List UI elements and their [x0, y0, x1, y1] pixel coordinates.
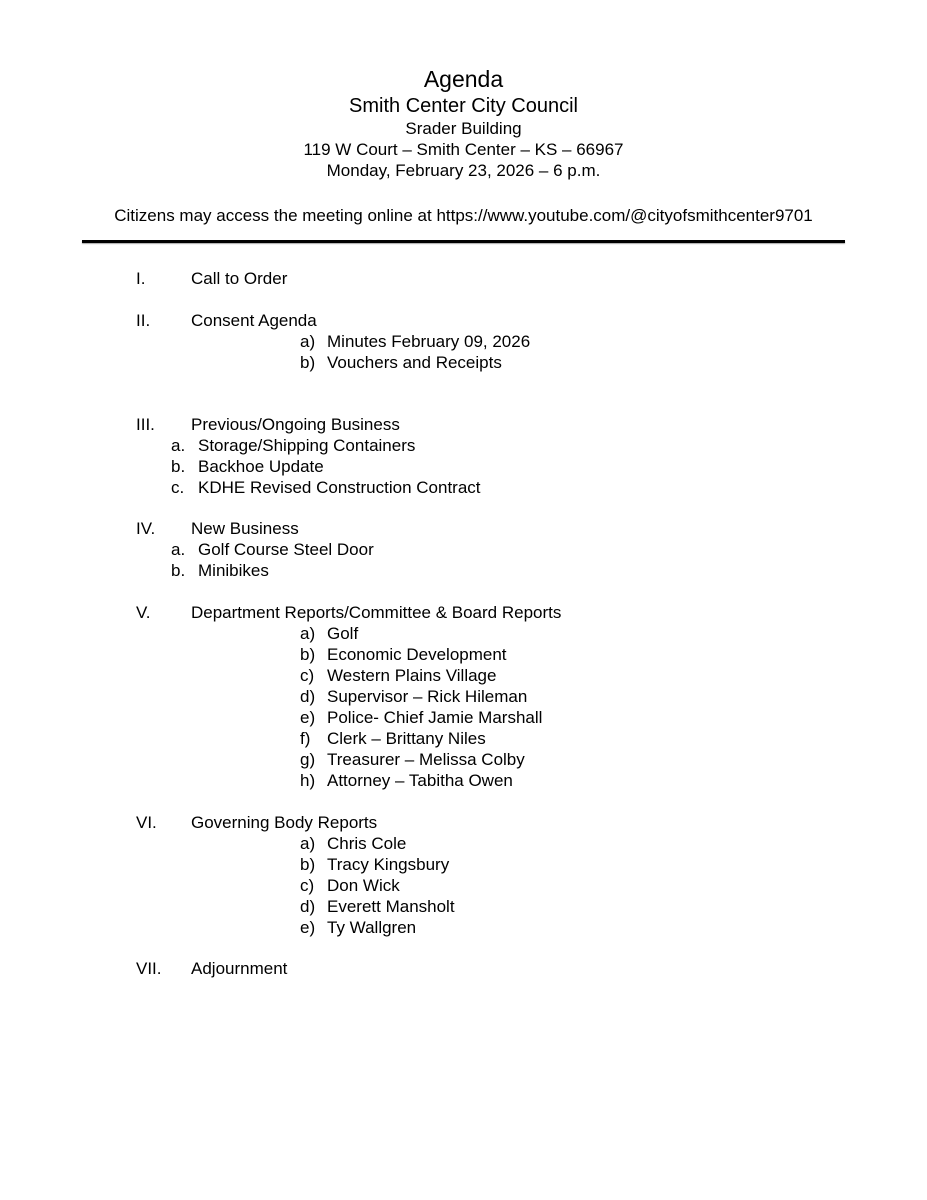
agenda-item [0, 456, 927, 477]
item-text: Golf [327, 624, 359, 643]
agenda-section [0, 268, 927, 289]
agenda-item [0, 686, 927, 707]
item-label: d) [300, 687, 316, 706]
agenda-item [0, 477, 927, 498]
item-text: Clerk – Brittany Niles [327, 729, 486, 748]
item-label: c) [300, 876, 315, 895]
item-label: a) [300, 834, 316, 853]
meeting-building: Srader Building [405, 119, 522, 138]
section-numeral: III. [136, 415, 155, 434]
item-label: d) [300, 897, 316, 916]
agenda-section [0, 602, 927, 623]
agenda-item [0, 875, 927, 896]
item-text: Ty Wallgren [327, 918, 417, 937]
section-title: Consent Agenda [191, 311, 317, 330]
meeting-datetime: Monday, February 23, 2026 – 6 p.m. [326, 161, 601, 180]
item-text: Minutes February 09, 2026 [327, 332, 531, 351]
item-text: Economic Development [327, 645, 507, 664]
item-label: b) [300, 645, 316, 664]
section-numeral: VII. [136, 959, 162, 978]
section-numeral: V. [136, 603, 151, 622]
section-title: Adjournment [191, 959, 288, 978]
item-text: Attorney – Tabitha Owen [327, 771, 513, 790]
item-text: Golf Course Steel Door [198, 540, 374, 559]
agenda-item [0, 728, 927, 749]
item-text: Chris Cole [327, 834, 407, 853]
item-text: Supervisor – Rick Hileman [327, 687, 528, 706]
section-numeral: I. [136, 269, 146, 288]
agenda-item [0, 539, 927, 560]
agenda-item [0, 331, 927, 352]
agenda-item [0, 435, 927, 456]
item-text: Minibikes [198, 561, 269, 580]
agenda-item [0, 854, 927, 875]
item-text: Western Plains Village [327, 666, 497, 685]
agenda-section [0, 958, 927, 979]
item-text: Vouchers and Receipts [327, 353, 502, 372]
item-text: Tracy Kingsbury [327, 855, 450, 874]
item-label: a. [171, 436, 186, 455]
organization-name: Smith Center City Council [349, 95, 578, 117]
agenda-item [0, 896, 927, 917]
item-label: e) [300, 918, 316, 937]
agenda-section [0, 414, 927, 435]
item-label: b. [171, 457, 186, 476]
section-title: Previous/Ongoing Business [191, 415, 400, 434]
agenda-item [0, 707, 927, 728]
agenda-item [0, 749, 927, 770]
item-text: Storage/Shipping Containers [198, 436, 416, 455]
online-access-notice: Citizens may access the meeting online at https://www.youtube.com/@cityofsmithcenter9701 [114, 206, 813, 225]
section-title: Governing Body Reports [191, 813, 378, 832]
section-title: Department Reports/Committee & Board Reports [191, 603, 562, 622]
item-label: a) [300, 332, 316, 351]
item-label: c) [300, 666, 315, 685]
section-title: New Business [191, 519, 299, 538]
agenda-item [0, 665, 927, 686]
item-label: a. [171, 540, 186, 559]
agenda-item [0, 623, 927, 644]
item-text: Everett Mansholt [327, 897, 455, 916]
item-label: e) [300, 708, 316, 727]
item-label: b) [300, 353, 316, 372]
agenda-item [0, 770, 927, 791]
item-label: c. [171, 478, 185, 497]
item-text: Don Wick [327, 876, 400, 895]
item-text: KDHE Revised Construction Contract [198, 478, 481, 497]
item-label: b. [171, 561, 186, 580]
agenda-item [0, 917, 927, 938]
item-label: g) [300, 750, 316, 769]
agenda-section [0, 518, 927, 539]
section-numeral: IV. [136, 519, 156, 538]
item-text: Treasurer – Melissa Colby [327, 750, 525, 769]
agenda-section [0, 812, 927, 833]
agenda-section [0, 310, 927, 331]
section-numeral: VI. [136, 813, 157, 832]
item-label: b) [300, 855, 316, 874]
agenda-item [0, 833, 927, 854]
item-label: f) [300, 729, 311, 748]
item-text: Backhoe Update [198, 457, 324, 476]
item-text: Police- Chief Jamie Marshall [327, 708, 543, 727]
section-title: Call to Order [191, 269, 288, 288]
item-label: h) [300, 771, 316, 790]
agenda-item [0, 352, 927, 373]
agenda-item [0, 560, 927, 581]
page-title: Agenda [423, 66, 504, 92]
section-numeral: II. [136, 311, 151, 330]
meeting-address: 119 W Court – Smith Center – KS – 66967 [303, 140, 624, 159]
agenda-item [0, 644, 927, 665]
item-label: a) [300, 624, 316, 643]
